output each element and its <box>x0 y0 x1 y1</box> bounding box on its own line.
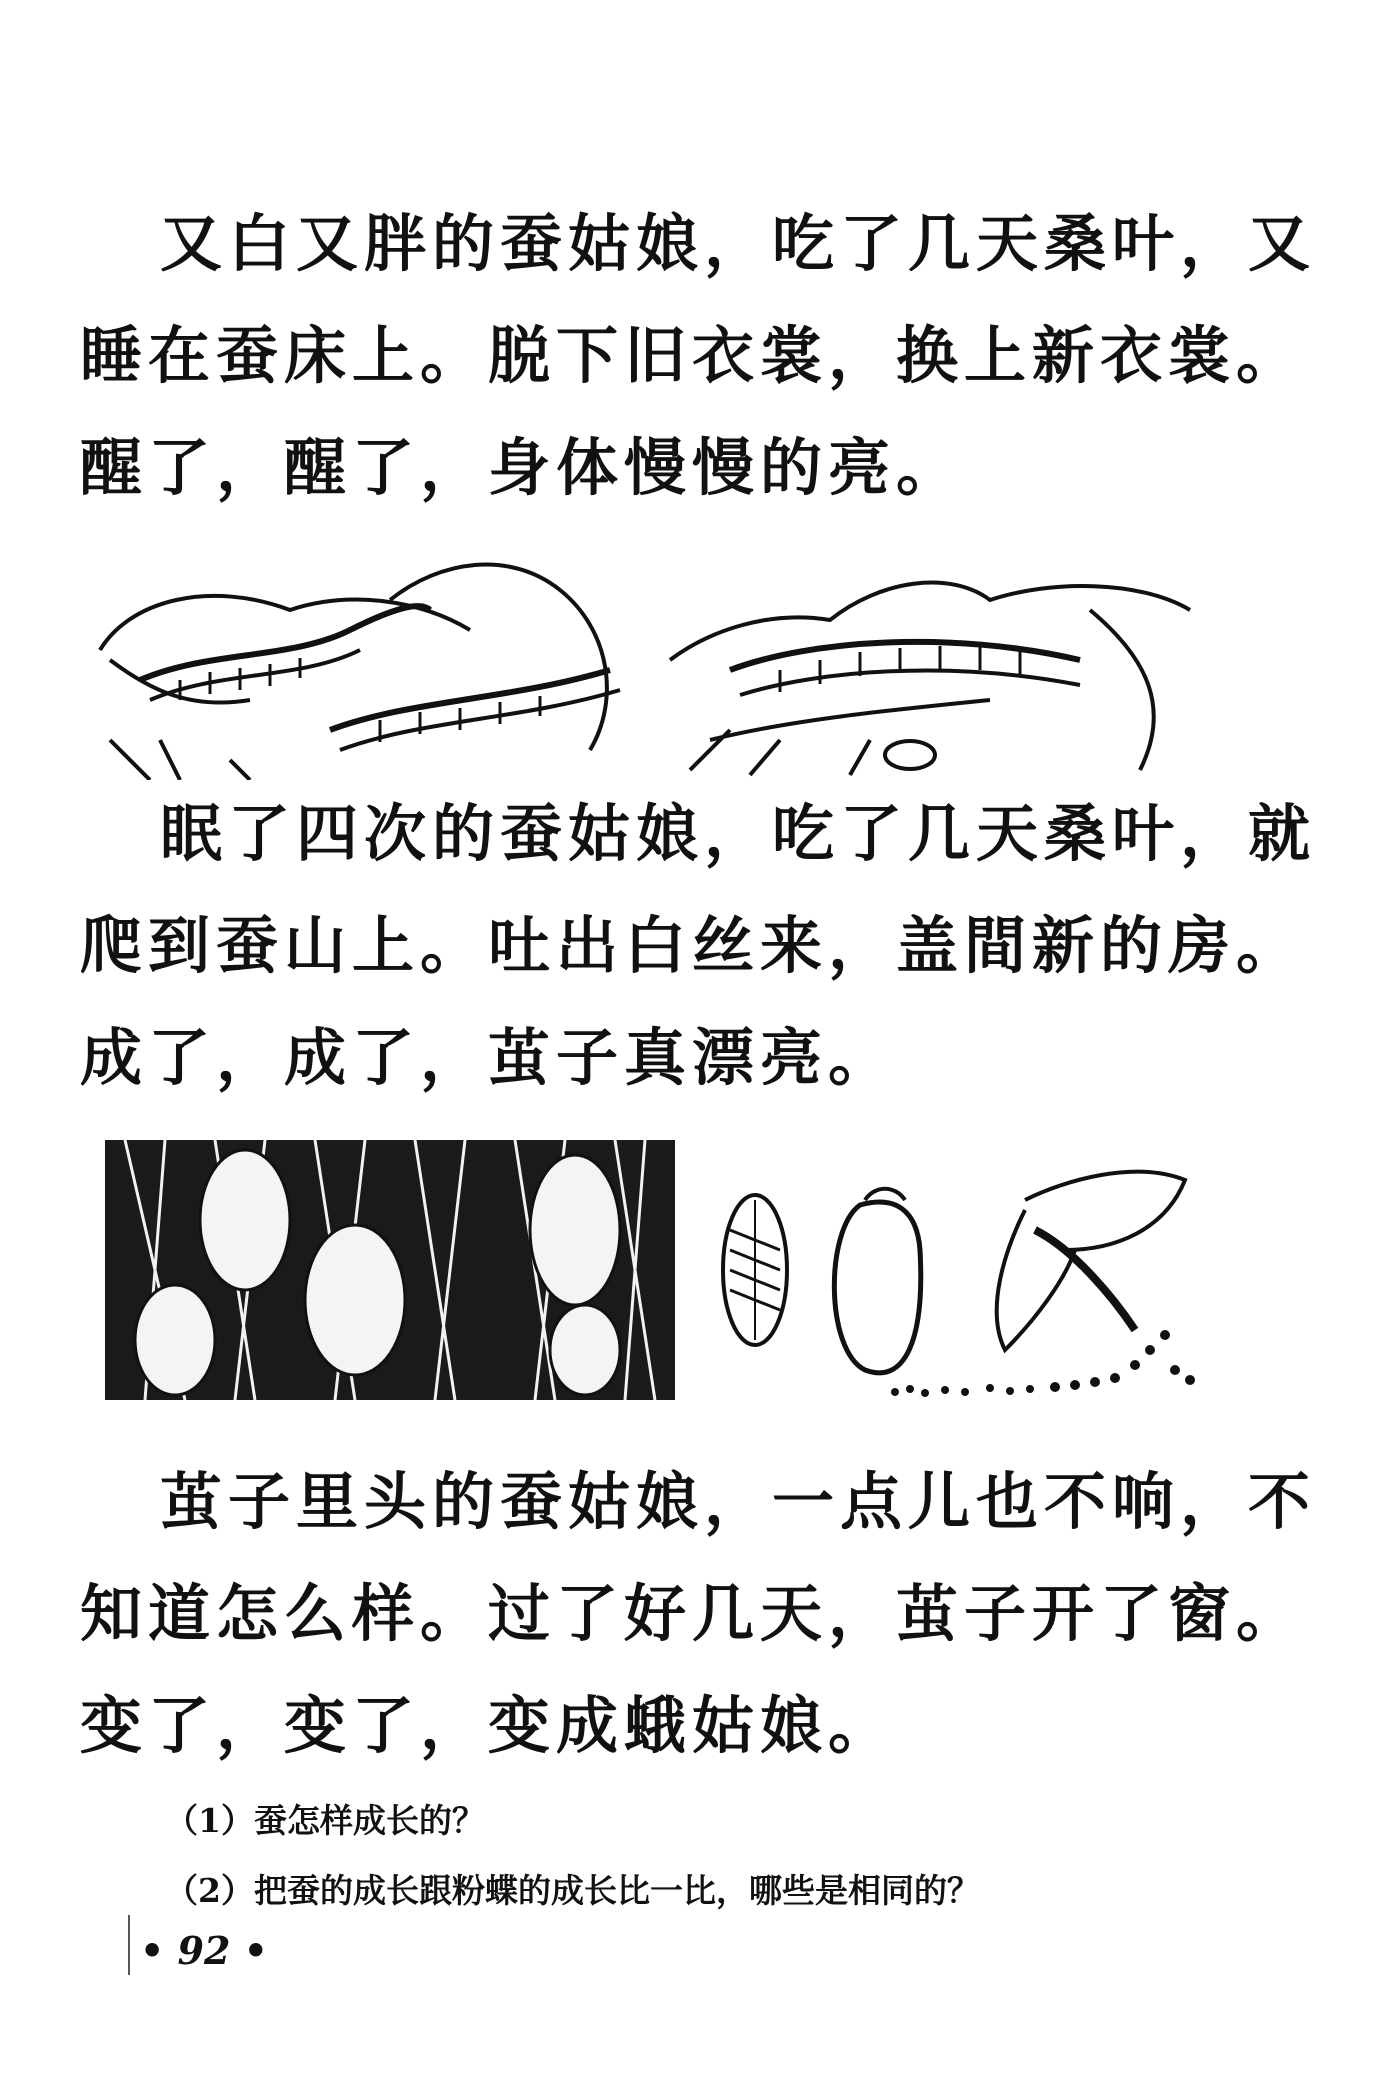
stanza-3-line-2: 知道怎么样。过了好几天，茧子开了窗。 <box>80 1577 1305 1650</box>
stanza-3-line-1: 茧子里头的蚕姑娘，一点儿也不响，不 <box>160 1465 1317 1538</box>
stanza-1-line-1: 又白又胖的蚕姑娘，吃了几天桑叶，又 <box>160 207 1317 280</box>
stanza-2 <box>80 778 1317 1114</box>
stanza-1-line-2: 睡在蚕床上。脱下旧衣裳，换上新衣裳。 <box>80 319 1305 392</box>
stanza-2-line-2: 爬到蚕山上。吐出白丝来，盖間新的房。 <box>80 909 1305 982</box>
stanza-3-line-3: 变了，变了，变成蛾姑娘。 <box>80 1689 897 1762</box>
stanza-2-line-1: 眠了四次的蚕姑娘，吃了几天桑叶，就 <box>160 797 1317 870</box>
stanza-3 <box>80 1446 1317 1782</box>
question-1: （1）蚕怎样成长的？ <box>165 1801 485 1840</box>
stanza-2-line-3: 成了，成了，茧子真漂亮。 <box>80 1021 897 1094</box>
page-number: • 92 • <box>140 1928 268 1973</box>
silkworm-illustration <box>90 540 1200 780</box>
cocoon-moth-illustration <box>105 1140 1205 1410</box>
stanza-1 <box>80 188 1317 524</box>
stanza-1-line-3: 醒了，醒了，身体慢慢的亮。 <box>80 431 965 504</box>
margin-mark <box>128 1915 130 1975</box>
question-2: （2）把蚕的成长跟粉蝶的成长比一比，哪些是相同的？ <box>165 1871 980 1910</box>
